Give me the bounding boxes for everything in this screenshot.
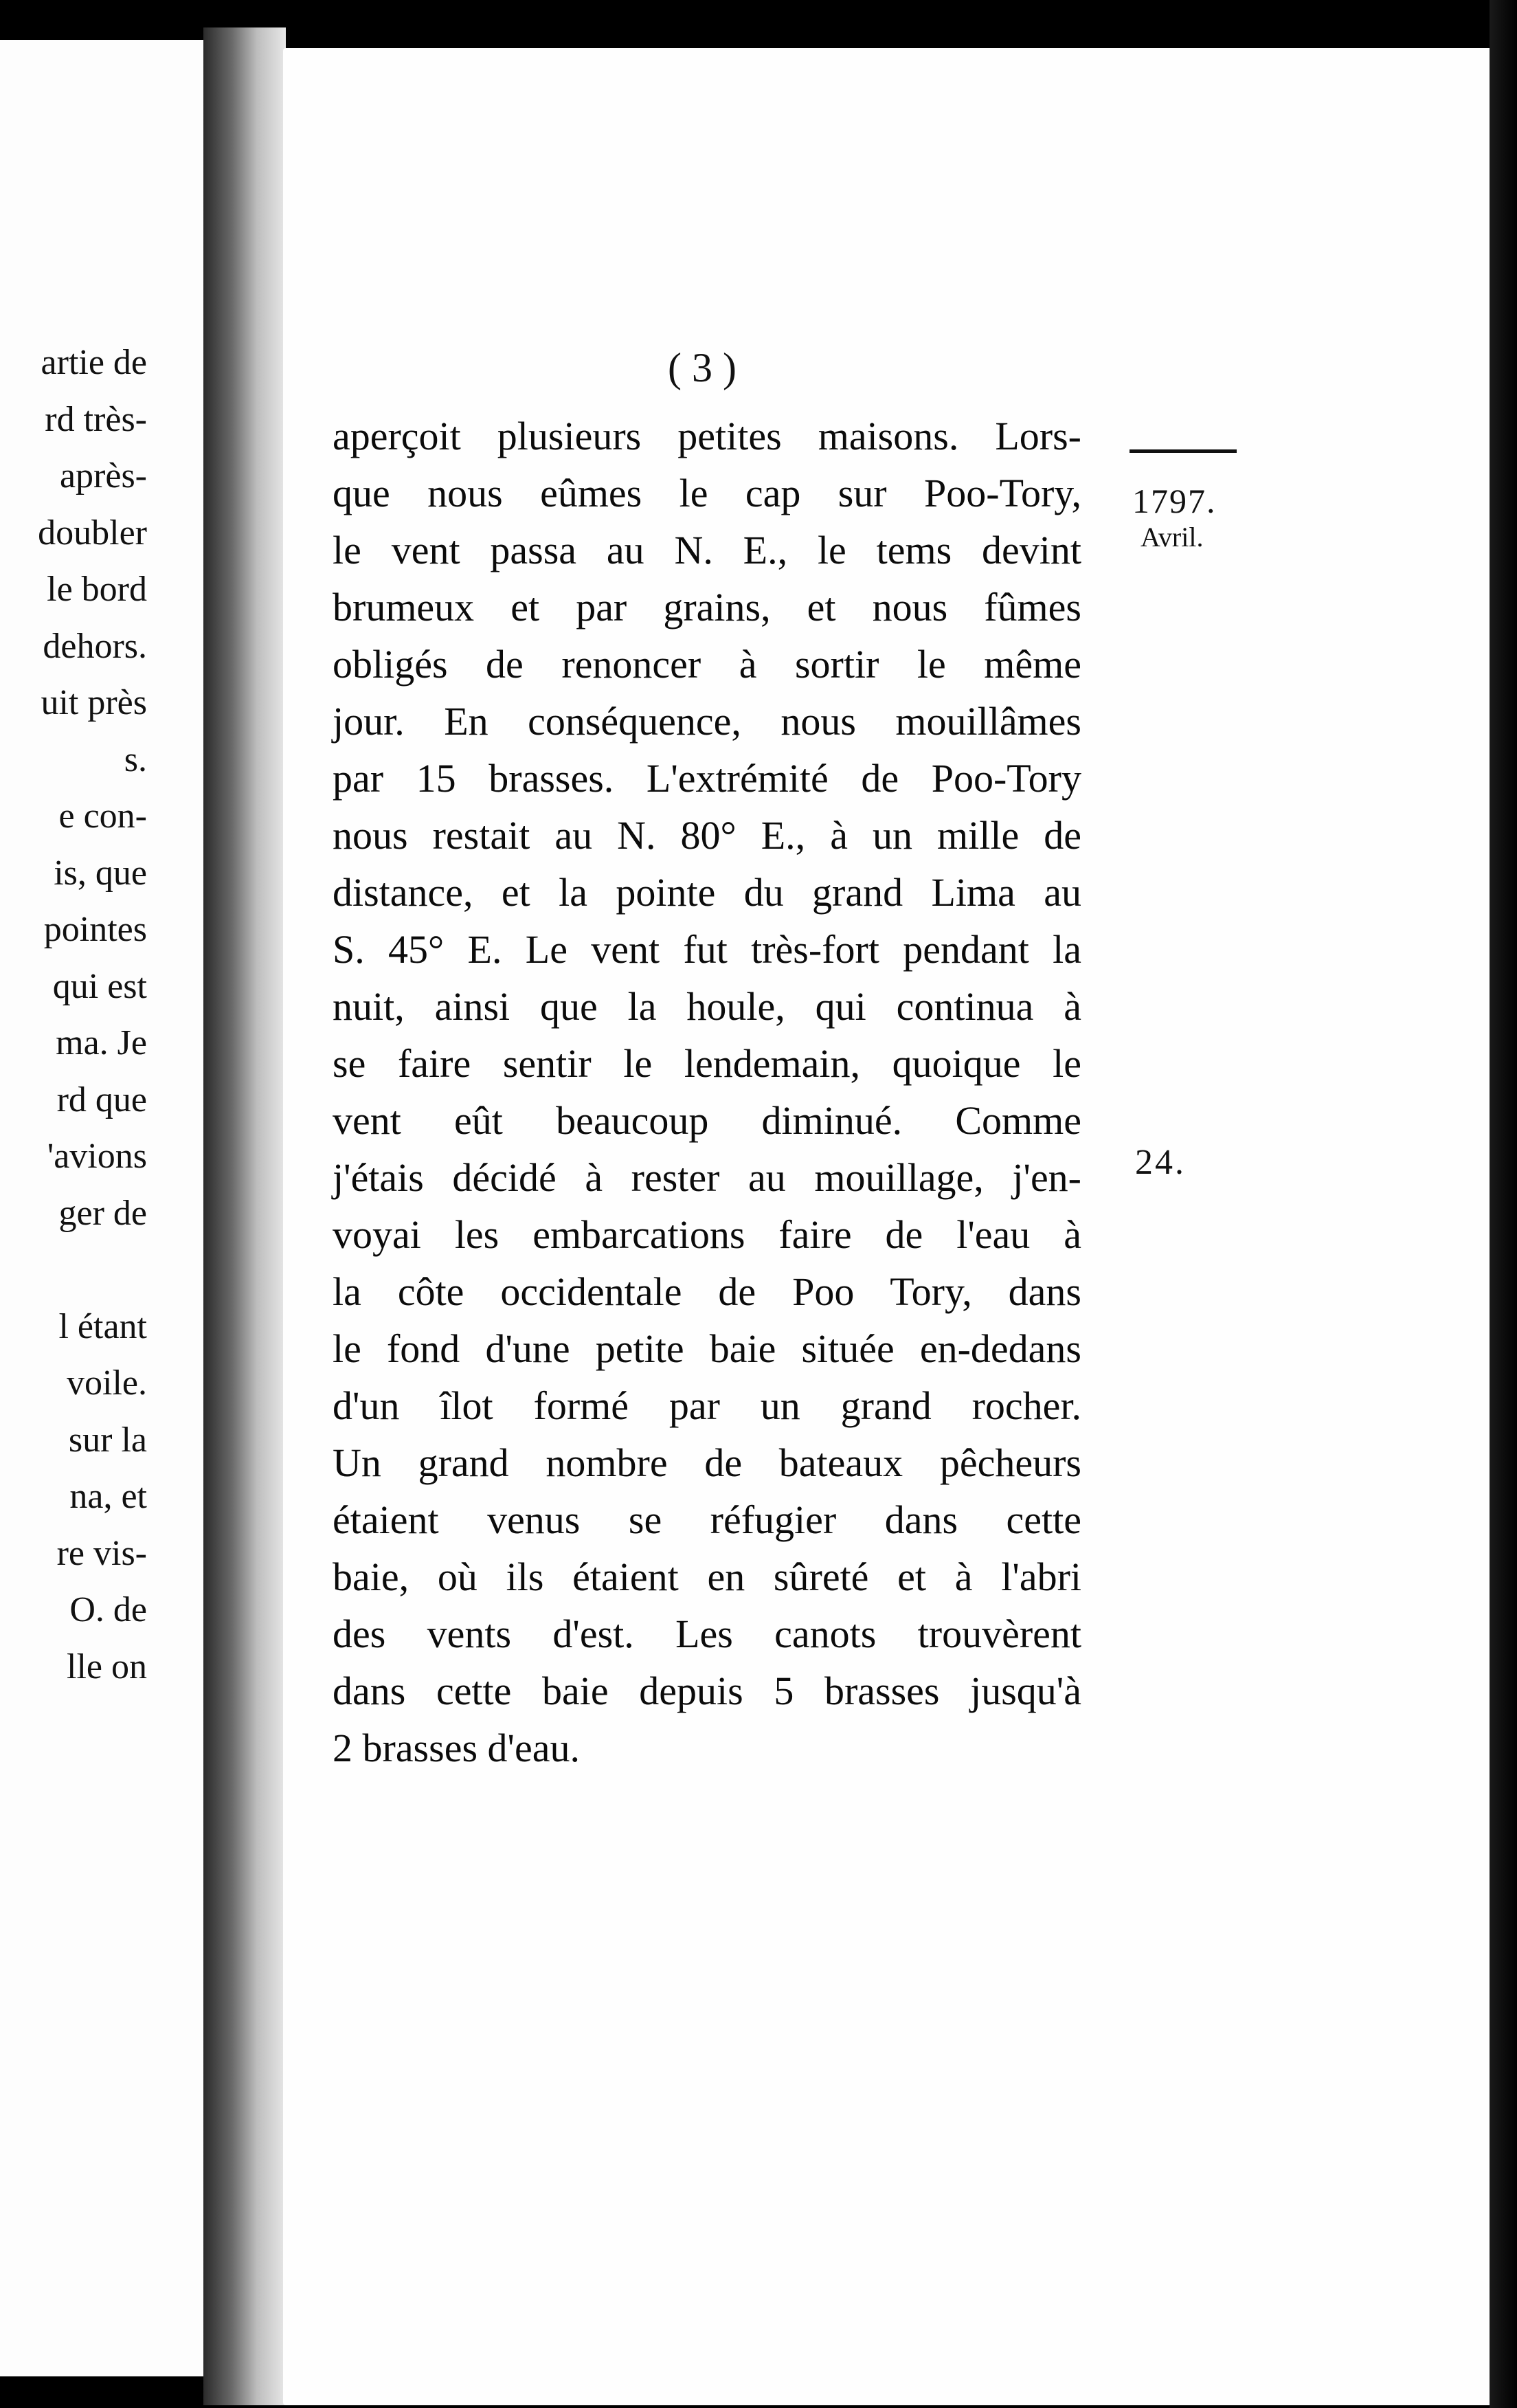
body-line: le vent passa au N. E., le tems devint (333, 528, 1081, 572)
body-line: nuit, ainsi que la houle, qui continua à (333, 984, 1081, 1029)
previous-page-line: ma. Je (56, 1023, 147, 1062)
previous-page-line: le bord (47, 570, 147, 609)
body-line: aperçoit plusieurs petites maisons. Lors- (333, 414, 1081, 458)
previous-page-line: na, et (69, 1477, 147, 1516)
previous-page-line: après- (59, 456, 147, 495)
body-line: le fond d'une petite baie située en-dedans (333, 1326, 1081, 1371)
previous-page-line: 'avions (47, 1137, 147, 1176)
previous-page-line: pointes (43, 910, 147, 949)
previous-page-line: rd que (56, 1080, 147, 1119)
body-line: par 15 brasses. L'extrémité de Poo-Tory (333, 756, 1081, 801)
previous-page-line: is, que (54, 853, 147, 893)
scan-edge (1490, 0, 1517, 2408)
previous-page-line: dehors. (43, 626, 147, 666)
previous-page-line: lle on (67, 1647, 147, 1686)
previous-page-line: e con- (58, 796, 147, 836)
body-line: que nous eûmes le cap sur Poo-Tory, (333, 471, 1081, 515)
previous-page-strip (0, 40, 213, 2376)
margin-note-day: 24. (1135, 1143, 1186, 1182)
body-line: voyai les embarcations faire de l'eau à (333, 1212, 1081, 1257)
book-gutter (203, 27, 286, 2405)
margin-rule (1130, 449, 1237, 453)
body-line: Un grand nombre de bateaux pêcheurs (333, 1440, 1081, 1485)
body-line: 2 brasses d'eau. (333, 1726, 580, 1770)
previous-page-line: ger de (58, 1193, 147, 1233)
body-line: la côte occidentale de Poo Tory, dans (333, 1269, 1081, 1314)
page-number: ( 3 ) (668, 345, 737, 390)
previous-page-line: qui est (52, 966, 147, 1006)
body-line: se faire sentir le lendemain, quoique le (333, 1041, 1081, 1086)
body-line: dans cette baie depuis 5 brasses jusqu'à (333, 1669, 1081, 1713)
previous-page-line: l étant (58, 1306, 147, 1346)
margin-note-month: Avril. (1140, 522, 1204, 553)
previous-page-line: uit près (41, 683, 147, 722)
margin-note-year: 1797. (1132, 482, 1217, 520)
previous-page-line: s. (124, 739, 147, 779)
body-line: jour. En conséquence, nous mouillâmes (333, 699, 1081, 744)
previous-page-line: sur la (68, 1420, 147, 1460)
body-line: j'étais décidé à rester au mouillage, j'en- (333, 1155, 1081, 1200)
body-line: nous restait au N. 80° E., à un mille de (333, 813, 1081, 858)
previous-page-line: re vis- (56, 1533, 147, 1573)
previous-page-line: artie de (41, 343, 147, 382)
body-line: d'un îlot formé par un grand rocher. (333, 1383, 1081, 1428)
body-line: distance, et la pointe du grand Lima au (333, 870, 1081, 915)
body-line: obligés de renoncer à sortir le même (333, 642, 1081, 687)
previous-page-line: O. de (69, 1590, 147, 1629)
body-line: vent eût beaucoup diminué. Comme (333, 1098, 1081, 1143)
previous-page-line: voile. (67, 1363, 147, 1403)
body-line: étaient venus se réfugier dans cette (333, 1497, 1081, 1542)
body-line: S. 45° E. Le vent fut très-fort pendant la (333, 927, 1081, 972)
previous-page-line: doubler (38, 513, 147, 553)
body-line: baie, où ils étaient en sûreté et à l'abri (333, 1554, 1081, 1599)
body-line: brumeux et par grains, et nous fûmes (333, 585, 1081, 629)
previous-page-line: rd très- (45, 399, 147, 439)
body-line: des vents d'est. Les canots trouvèrent (333, 1612, 1081, 1656)
